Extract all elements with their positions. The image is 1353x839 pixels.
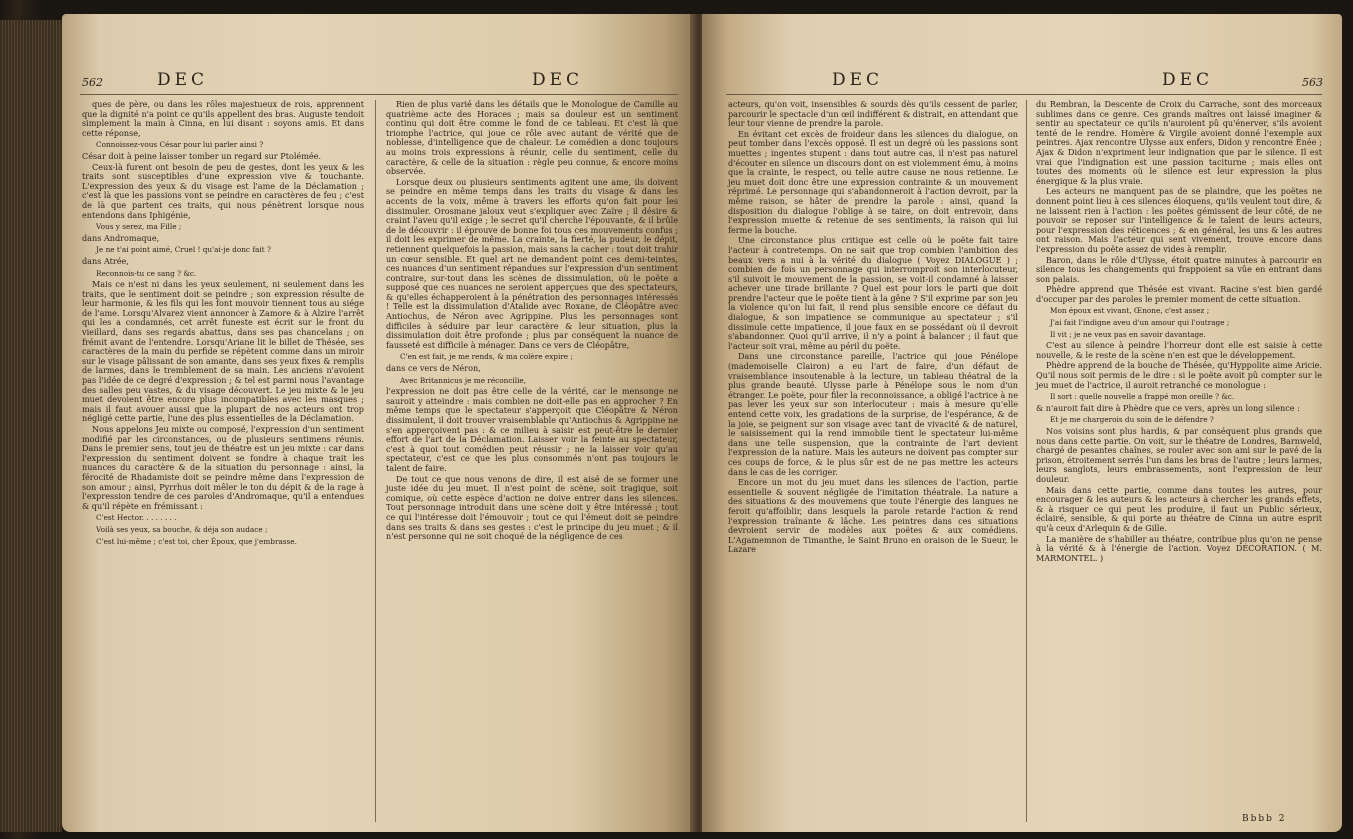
paragraph: La manière de s'habiller au théatre, contribue plus qu'on ne pense à la vérité & à l'énergie de l'action. Voyez DÉCORATION. ( M. MARMONTEL. ) [1036,533,1322,563]
page-number: 563 [1302,76,1323,89]
paragraph: Mais dans cette partie, comme dans toutes les autres, pour encourager & les auteurs & les acteurs à chercher les grands effets, & à risquer ce qui peut les produire, il faut un Public sérieux, éclairé, sensible, & qui porte au théatre de Cinna un autre esprit qu'à ceux d'Arlequin & de Gille. [1036,484,1322,533]
verse-quote: C'en est fait, je me rends, & ma colère expire ; [400,352,573,362]
paragraph: dans Atrée, [82,255,129,266]
running-head-center: DEC [532,70,584,90]
verse-quote: Il sort : quelle nouvelle a frappé mon oreille ? &c. [1050,392,1235,402]
column-divider [1026,100,1027,822]
right-page [702,14,1342,832]
paragraph: dans ce vers de Néron, [386,363,481,374]
verse-quote: Vous y serez, ma Fille ; [96,222,182,232]
page-edges [0,20,62,832]
paragraph: & n'auroit fait dire à Phèdre que ce vers, après un long silence : [1036,402,1300,413]
running-head-center: DEC [832,70,884,90]
paragraph: Mais ce n'est ni dans les yeux seulement, ni seulement dans les traits, que le sentiment doit se peindre ; son expression résulte de leur harmonie, & les fils qui les font mouvoir tiennent tous au siége de l'ame. Lorsqu'Alvarez vient annoncer à Zamore & à Alzire l'arrêt qui les a condamnés, cet arrêt funeste est écrit sur le front du vieillard, dans ses regards abattus, dans ses pas chancelans ; on frémit avant de l'entendre. Lorsqu'Ariane lit le billet de Thésée, ses caractères de la main du perfide se répètent comme dans un miroir sur le visage pâlissant de son amante, dans ses yeux fixes & remplis de larmes, dans le tremblement de sa main. Les anciens n'avoient pas l'idée de ce degré d'expression ; & tel est parmi nous l'avantage des salles peu vastes, & du visage découvert. Le jeu mixte & le jeu muet devoient être encore plus incompatibles avec les masques ; mais il faut avouer aussi que la plupart de nos acteurs ont trop négligé cette partie, l'une des plus essentielles de la Déclamation. [82,279,364,424]
paragraph: Encore un mot du jeu muet dans les silences de l'action, partie essentielle & souvent négligée de l'imitation théatrale. La nature a des situations & des mouvemens que toute l'énergie des langues ne feroit qu'affoiblir, dans lesquels la parole retarde l'action & rend l'expression traînante & lâche. Les peintres dans ces situations devroient servir de modèles aux poëtes & aux comédiens. L'Agamemnon de Timanthe, le Saint Bruno en oraison de le Sueur, le Lazare [728,477,1018,555]
verse-quote: Et je me chargerois du soin de le défendre ? [1050,415,1214,425]
paragraph: César doit à peine laisser tomber un regard sur Ptolémée. [82,150,322,161]
paragraph: Phèdre apprend de la bouche de Thésée, qu'Hyppolite aime Aricie. Qu'il nous soit permis de le dire : si le poëte avoit pû compter sur le jeu muet de l'actrice, il auroit retranché ce monologue : [1036,360,1322,390]
verse-quote: Voilà ses yeux, sa bouche, & déja son audace ; [96,524,268,534]
paragraph: dans Andromaque, [82,232,160,243]
paragraph: Nos voisins sont plus hardis, & par conséquent plus grands que nous dans cette partie. On voit, sur le théatre de Londres, Barnweld, chargé de pesantes chaînes, se rouler avec son ami sur le pavé de la prison, étroitement serrés l'un dans les bras de l'autre ; leurs larmes, leurs sanglots, leurs embrassements, sont l'expression de leur douleur. [1036,426,1322,484]
column-right-1 [728,100,1018,556]
paragraph: ques de père, ou dans les rôles majestueux de rois, apprennent que la dignité n'a point ce qu'ils appellent des bras. Auguste tendoit simplement la main à Cinna, en lui disant : soyons amis. Et dans cette réponse, [82,99,364,138]
paragraph: Les acteurs ne manquent pas de se plaindre, que les poëtes ne donnent point lieu à ces silences éloquens, qu'ils veulent tout dire, & ne laissent rien à l'action : les poëtes gémissent de leur côté, de ne pouvoir se reposer sur l'intelligence & le talent de leurs acteurs, pour l'expression des réticences ; & en général, les uns & les autres ont raison. Mais l'acteur qui sent vivement, trouve encore dans l'expression du poëte assez de vides à remplir. [1036,186,1322,254]
verse-quote: Je ne t'ai point aimé, Cruel ! qu'ai-je donc fait ? [96,245,271,255]
paragraph: Une circonstance plus critique est celle où le poëte fait taire l'acteur à contretemps. On ne sait que trop combien l'ambition des beaux vers a nui à la vérité du dialogue ( Voyez DIALOGUE ) ; combien de fois un personnage qui interromproit son interlocuteur, s'il suivoit le mouvement de la passion, se voit-il condamné à laisser achever une tirade brillante ? Quel est pour lors le parti que doit prendre l'acteur que le poëte tient à la gêne ? S'il exprime par son jeu la violence qu'on lui fait, il rend plus sensible encore ce défaut du dialogue, & son impatience se communique au spectateur ; s'il dissimule cette impatience, il joue faux en se possédant où il devroit s'abandonner. Quoi qu'il arrive, il n'y a point à balancer ; il faut que l'acteur soit vrai, même au péril du poëte. [728,235,1018,351]
running-head-left: DEC [157,70,209,90]
verse-quote: C'est lui-même ; c'est toi, cher Époux, que j'embrasse. [96,536,297,546]
paragraph: Baron, dans le rôle d'Ulysse, étoit quatre minutes à parcourir en silence tous les changements qui frappoient sa vûe en entrant dans son palais. [1036,254,1322,284]
running-head-right: DEC [1162,70,1214,90]
verse-quote: Avec Britannicus je me réconcilie, [400,375,527,385]
header-rule [80,94,678,95]
paragraph: Lorsque deux ou plusieurs sentiments agitent une ame, ils doivent se peindre en même temps dans les traits du visage & dans les accents de la voix, même à travers les efforts qu'on fait pour les dissimuler. Orosmane jaloux veut s'expliquer avec Zaïre ; il désire & craint l'aveu qu'il exige ; le secret qu'il cherche l'épouvante, & il brûle de le découvrir : il éprouve de bonne foi tous ces mouvements confus ; il doit les exprimer de même. La crainte, la fierté, la pudeur, le dépit, retiennent quelquefois la passion, mais sans la cacher : tout doit trahir un cœur sensible. Et quel art ne demandent point ces demi-teintes, ces nuances d'un sentiment répandues sur l'expression d'un sentiment contraire, sur-tout dans les scènes de dissimulation, où le poëte a supposé que ces nuances ne seroient apperçues que des spectateurs, & qu'elles échapperoient à la pénétration des personnages intéressés ! Telle est la dissimulation d'Atalide avec Roxane, de Cléopâtre avec Antiochus, de Néron avec Agrippine. Plus les personnages sont difficiles à séduire par leur caractère & leur situation, plus la dissimulation doit être profonde ; plus par conséquent la nuance de fausseté est difficile à ménager. Dans ce vers de Cléopâtre, [386,176,678,350]
column-divider [375,100,376,822]
paragraph: Ceux-là furent ont besoin de peu de gestes, dont les yeux & les traits sont susceptibles d'une expression vive & touchante. L'expression des yeux & du visage est l'ame de la Déclamation ; c'est là que les passions vont se peindre en caractères de feu ; c'est de là que partent ces traits, qui nous pénètrent lorsque nous entendons dans Iphigénie, [82,161,364,220]
page-number: 562 [82,76,103,89]
paragraph: C'est au silence à peindre l'horreur dont elle est saisie à cette nouvelle, & le reste de la scène n'en est que le développement. [1036,340,1322,360]
verse-quote: C'est Hector. . . . . . . . [96,513,177,523]
paragraph: De tout ce que nous venons de dire, il est aisé de se former une juste idée du jeu muet. Il n'est point de scène, soit tragique, soit comique, où cette espèce d'action ne doive entrer dans les silences. Tout personnage introduit dans une scène doit y être intéressé ; tout ce qui l'intéresse doit l'émouvoir ; tout ce qui l'émeut doit se peindre dans ses traits & dans ses gestes : c'est le principe du jeu muet ; & il n'est personne qui ne soit choqué de la négligence de ces [386,473,678,542]
paragraph: Dans une circonstance pareille, l'actrice qui joue Pénélope (mademoiselle Clairon) a eu l'art de faire, d'un défaut de vraisemblance insoutenable à la lecture, un tableau théatral de la plus grande beauté. Ulysse parle à Pénélope sous le nom d'un étranger. Le poëte, pour filer la reconnoissance, a obligé l'actrice à ne pas lever les yeux sur son interlocuteur : mais à mesure qu'elle entend cette voix, les gradations de la surprise, de l'espérance, & de la joie, se peignent sur son visage avec tant de vivacité & de naturel, le saisissement qui la rend immobile tient le spectateur lui-même dans une telle suspension, que la contrainte de l'art devient l'expression de la nature. Mais les auteurs ne doivent pas compter sur ces coups de force, & le plus sûr est de ne pas mettre les acteurs dans le cas de les corriger. [728,351,1018,477]
paragraph: l'expression ne doit pas être celle de la vérité, car le mensonge ne sauroit y atteindre : mais combien ne doit-elle pas en approcher ? En même temps que le spectateur s'apperçoit que Cléopâtre & Néron dissimulent, il doit trouver vraisemblable qu'Antiochus & Agrippine ne s'en apperçoivent pas : & ce milieu à saisir est peut-être le dernier effort de l'art de la Déclamation. Laisser voir la feinte au spectateur, c'est à quoi tout comédien peut réussir ; ne la laisser voir qu'au spectateur, c'est ce que les plus consommés n'ont pas toujours le talent de faire. [386,386,678,473]
paragraph: En évitant cet excès de froideur dans les silences du dialogue, on peut tomber dans l'excès opposé. Il est un degré où les passions sont muettes ; ingentes stupent : dans tout autre cas, il n'est pas naturel d'écouter en silence un discours dont on est violemment ému, à moins que la crainte, le respect, ou telle autre cause ne nous retienne. Le jeu muet doit donc être une expression contrainte & un mouvement réprimé. Le personnage qui s'abandonneroit à l'action devroit, par la même raison, se hâter de prendre la parole : ainsi, quand la disposition du dialogue l'oblige à se taire, on doit entrevoir, dans l'expression muette & retenue de ses sentiments, la raison qui lui ferme la bouche. [728,128,1018,235]
column-left-2 [386,100,678,543]
verse-quote: Mon époux est vivant, Œnone, c'est assez ; [1050,306,1210,316]
paragraph: Phèdre apprend que Thésée est vivant. Racine s'est bien gardé d'occuper par des paroles le premier moment de cette situation. [1036,284,1322,304]
column-right-2 [1036,100,1322,564]
paragraph: du Rembran, la Descente de Croix du Carrache, sont des morceaux sublimes dans ce genre. Ces grands maîtres ont laissé imaginer & sentir au spectateur ce qu'ils n'auroient pû qu'énerver, s'ils avoient tenté de le rendre. Homère & Virgile avoient donné l'exemple aux peintres. Ajax rencontre Ulysse aux enfers, Didon y rencontre Énée ; Ajax & Didon n'expriment leur indignation que par le silence. Il est vrai que l'indignation est une passion taciturne ; mais elles ont toutes des moments où le silence est leur expression la plus énergique & la plus vraie. [1036,99,1322,186]
paragraph: acteurs, qu'on voit, insensibles & sourds dès qu'ils cessent de parler, parcourir le spectacle d'un œil indifférent & distrait, en attendant que leur tour vienne de prendre la parole. [728,99,1018,129]
left-page [62,14,696,832]
header-rule [726,94,1322,95]
verse-quote: Reconnois-tu ce sang ? &c. [96,268,197,278]
paragraph: Rien de plus varié dans les détails que le Monologue de Camille au quatrième acte des Horaces ; mais sa douleur est un sentiment continu qui doit être comme le fond de ce tableau. Et c'est là que triomphe l'actrice, qui joue ce rôle avec autant de vérité que de noblesse, d'intelligence que de chaleur. Le comédien a donc toujours au moins trois expressions à réunir, celle du sentiment, celle du caractère, & celle de la situation : règle peu connue, & encore moins observée. [386,99,678,177]
verse-quote: Connoissez-vous César pour lui parler ainsi ? [96,140,264,150]
signature-mark: Bbbb 2 [1242,814,1287,824]
verse-quote: Il vit ; je ne veux pas en savoir davantage. [1050,329,1206,339]
column-left-1 [82,100,364,548]
paragraph: Nous appelons Jeu mixte ou composé, l'expression d'un sentiment modifié par les circonstances, ou de plusieurs sentimens réunis. Dans le premier sens, tout jeu de théatre est un jeu mixte : car dans l'expression du sentiment doivent se fondre à chaque trait les nuances du caractère & de la situation du personnage : ainsi, la férocité de Rhadamiste doit se peindre même dans l'expression de son amour ; ainsi, Pyrrhus doit mêler le ton du dépit & de la rage à l'expression tendre de ces paroles d'Andromaque, qu'il a entendues & qu'il répète en frémissant : [82,424,364,511]
verse-quote: J'ai fait l'indigne aveu d'un amour qui l'outrage ; [1050,318,1230,328]
